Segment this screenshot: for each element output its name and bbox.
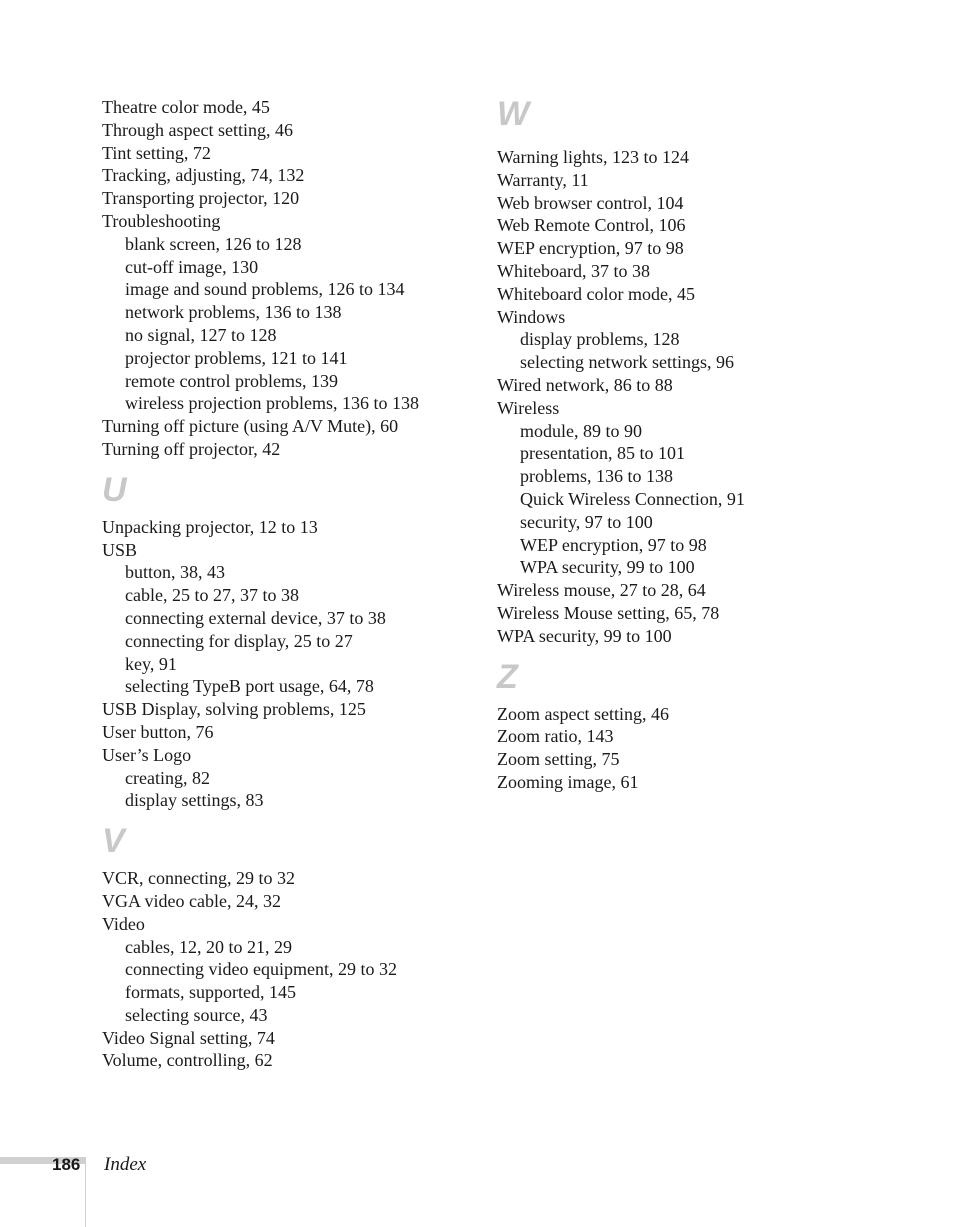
index-subentry: cables, 12, 20 to 21, 29 [125, 936, 292, 957]
footer-divider [85, 1157, 86, 1227]
index-subentry: formats, supported, 145 [125, 982, 296, 1003]
index-entry: WPA security, 99 to 100 [497, 625, 672, 646]
index-group-v [102, 867, 482, 1072]
index-entry: Unpacking projector, 12 to 13 [102, 516, 318, 537]
index-entry: Video [102, 913, 145, 934]
index-subentry: problems, 136 to 138 [520, 466, 673, 487]
index-entry: VCR, connecting, 29 to 32 [102, 868, 295, 889]
index-column-left [102, 96, 482, 1072]
index-subentry: Quick Wireless Connection, 91 [520, 488, 745, 509]
index-subentry: image and sound problems, 126 to 134 [125, 279, 405, 300]
index-entry: Through aspect setting, 46 [102, 119, 293, 140]
index-subentry: network problems, 136 to 138 [125, 302, 342, 323]
index-subentry: selecting network settings, 96 [520, 352, 734, 373]
index-entry: Zoom ratio, 143 [497, 726, 614, 747]
index-entry: WEP encryption, 97 to 98 [497, 238, 684, 259]
index-entry: User’s Logo [102, 744, 192, 765]
index-subentry: selecting TypeB port usage, 64, 78 [125, 676, 374, 697]
index-entry: User button, 76 [102, 721, 214, 742]
index-entry: VGA video cable, 24, 32 [102, 890, 281, 911]
index-subentry: wireless projection problems, 136 to 138 [125, 393, 419, 414]
index-entry: Warning lights, 123 to 124 [497, 147, 690, 167]
index-subentry: WEP encryption, 97 to 98 [520, 534, 707, 555]
index-entry: Tint setting, 72 [102, 142, 211, 163]
section-letter-u: U [102, 470, 127, 509]
index-subentry: blank screen, 126 to 128 [125, 233, 302, 254]
index-entry: Turning off picture (using A/V Mute), 60 [102, 416, 399, 437]
index-entry: Tracking, adjusting, 74, 132 [102, 165, 305, 186]
index-entry: Zoom setting, 75 [497, 749, 620, 770]
index-subentry: presentation, 85 to 101 [520, 443, 685, 464]
index-entry: Wired network, 86 to 88 [497, 374, 673, 395]
index-group-u [102, 516, 482, 812]
section-letter-w: W [497, 95, 530, 133]
index-subentry: projector problems, 121 to 141 [125, 347, 348, 368]
index-entry: Windows [497, 306, 566, 327]
index-entry: Theatre color mode, 45 [102, 97, 270, 117]
index-entry: Wireless Mouse setting, 65, 78 [497, 602, 720, 623]
index-entry: Warranty, 11 [497, 169, 589, 190]
index-subentry: key, 91 [125, 653, 177, 674]
index-subentry: security, 97 to 100 [520, 511, 653, 532]
index-subentry: button, 38, 43 [125, 562, 226, 583]
index-entry: Whiteboard color mode, 45 [497, 283, 695, 304]
index-entry: Wireless [497, 397, 560, 418]
index-entry: Web browser control, 104 [497, 192, 684, 213]
index-subentry: remote control problems, 139 [125, 370, 338, 391]
index-subentry: connecting external device, 37 to 38 [125, 607, 386, 628]
index-subentry: display settings, 83 [125, 790, 264, 811]
index-entry: Turning off projector, 42 [102, 438, 281, 459]
index-group-t [102, 96, 482, 461]
running-section-title: Index [104, 1154, 147, 1175]
index-entry: Troubleshooting [102, 210, 221, 231]
index-subentry: no signal, 127 to 128 [125, 324, 277, 345]
index-entry: Zoom aspect setting, 46 [497, 703, 669, 724]
section-letter-v: V [102, 822, 125, 861]
section-letter-z: Z [497, 657, 518, 696]
index-subentry: selecting source, 43 [125, 1004, 268, 1025]
index-subentry: cable, 25 to 27, 37 to 38 [125, 585, 299, 606]
index-subentry: cut-off image, 130 [125, 256, 259, 277]
index-entry: Zooming image, 61 [497, 771, 639, 792]
index-entry: Whiteboard, 37 to 38 [497, 260, 650, 281]
index-column-right [497, 96, 897, 794]
index-entry: USB [102, 539, 138, 560]
index-subentry: connecting for display, 25 to 27 [125, 630, 353, 651]
index-group-z [497, 703, 897, 794]
index-subentry: WPA security, 99 to 100 [520, 557, 695, 578]
index-subentry: display problems, 128 [520, 329, 680, 350]
page-number: 186 [52, 1155, 81, 1174]
index-entry: USB Display, solving problems, 125 [102, 699, 366, 720]
index-group-w [497, 146, 897, 648]
index-subentry: creating, 82 [125, 767, 210, 788]
index-subentry: connecting video equipment, 29 to 32 [125, 959, 397, 980]
index-entry: Transporting projector, 120 [102, 188, 300, 209]
index-subentry: module, 89 to 90 [520, 420, 642, 441]
index-entry: Volume, controlling, 62 [102, 1050, 273, 1071]
index-entry: Video Signal setting, 74 [102, 1027, 275, 1048]
index-entry: Web Remote Control, 106 [497, 215, 686, 236]
index-entry: Wireless mouse, 27 to 28, 64 [497, 580, 706, 601]
